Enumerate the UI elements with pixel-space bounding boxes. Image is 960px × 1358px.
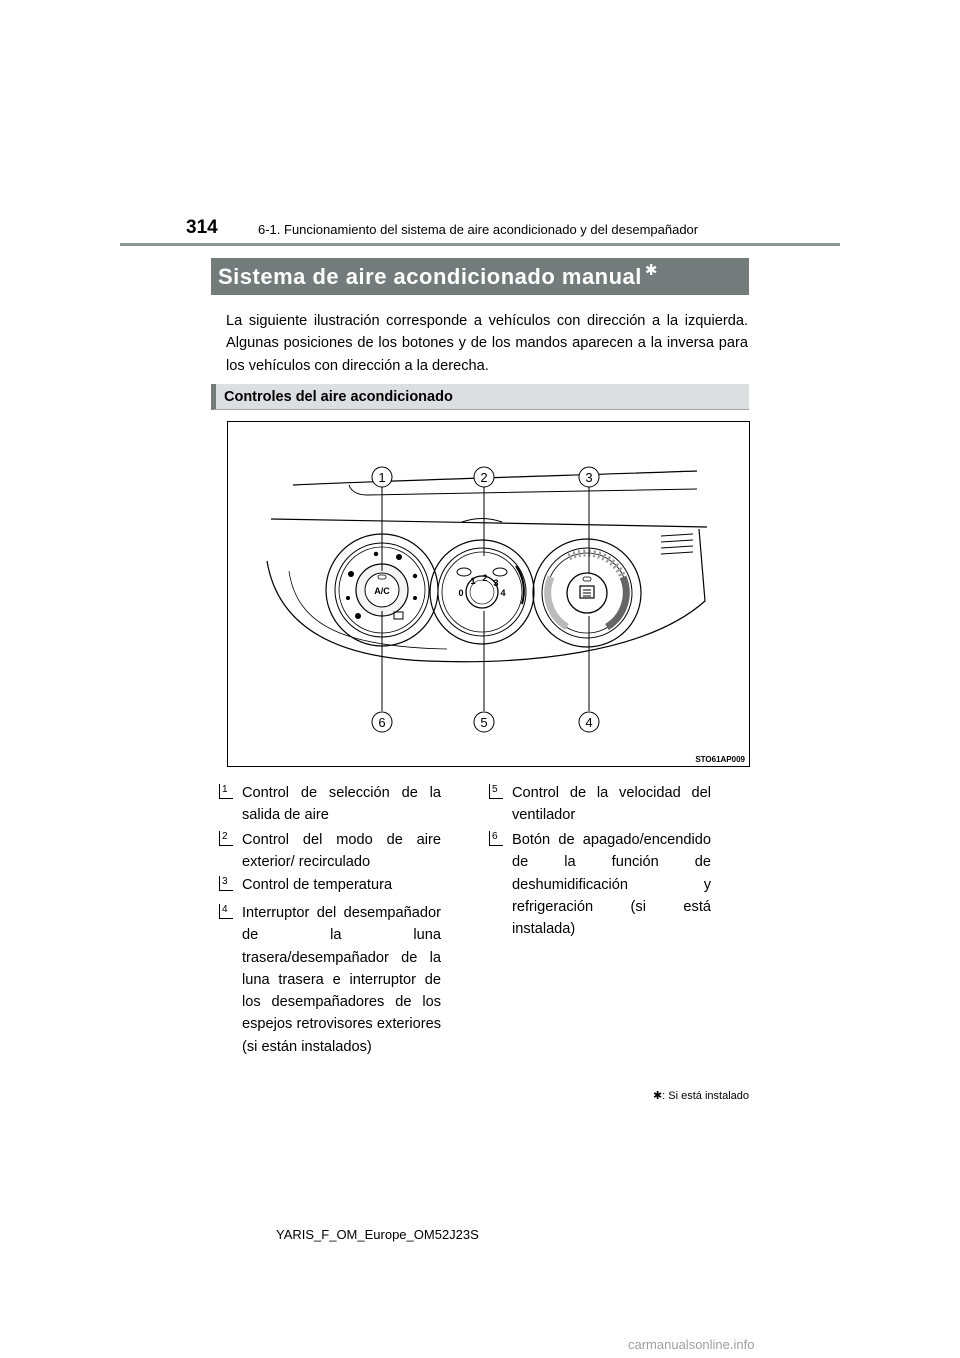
legend-number: 6 [489, 831, 503, 846]
title-text: Sistema de aire acondicionado manual [218, 263, 642, 289]
ac-button-label: A/C [374, 586, 390, 596]
svg-text:2: 2 [480, 470, 488, 485]
legend-item-4 [219, 902, 441, 1058]
legend-item-3 [219, 874, 441, 896]
header-rule [120, 243, 840, 246]
legend-text: Interruptor del desempañador de la luna trasera/desempañador de la luna trasera e interruptor de los desempañadores de los espejos retrovisores exteriores (si están instalados) [242, 905, 441, 1055]
page-number: 314 [186, 217, 218, 238]
legend-item-2 [219, 829, 441, 874]
ac-controls-illustration [227, 421, 750, 767]
legend-text: Control de la velocidad del ventilador [512, 785, 711, 824]
legend-number: 4 [219, 904, 233, 919]
legend-number: 5 [489, 784, 503, 799]
section-path: 6-1. Funcionamiento del sistema de aire acondicionado y del desempañador [258, 222, 699, 237]
svg-text:6: 6 [378, 715, 386, 730]
legend-text: Control de selección de la salida de aire [242, 785, 441, 824]
intro-paragraph: La siguiente ilustración corresponde a vehículos con dirección a la izquierda. Algunas posiciones de los botones y de los mandos aparecen a la inversa para los vehículos con dirección a la derecha. [226, 313, 748, 374]
svg-text:4: 4 [585, 715, 593, 730]
legend-item-6 [489, 829, 711, 940]
footnote [653, 1089, 749, 1102]
legend-text: Botón de apagado/encendido de la función de deshumidificación y refrigeración (si está instalada) [512, 832, 711, 938]
callout-4 [579, 712, 599, 732]
legend-text: Control de temperatura [242, 877, 393, 893]
figure-code: STO61AP009 [695, 755, 745, 764]
callout-2 [474, 467, 494, 487]
legend-item-1 [219, 782, 441, 827]
watermark-site: carmanualsonline.info [628, 1337, 755, 1352]
fan-scale-1: 1 [470, 576, 476, 586]
fan-scale-2: 2 [482, 573, 488, 583]
callout-5 [474, 712, 494, 732]
page-title [211, 258, 749, 295]
legend-number: 2 [219, 831, 233, 846]
footnote-text: : Si está instalado [662, 1090, 749, 1102]
subsection-header: Controles del aire acondicionado [211, 384, 749, 410]
callout-6 [372, 712, 392, 732]
callout-1 [372, 467, 392, 487]
callout-3 [579, 467, 599, 487]
svg-text:5: 5 [480, 715, 488, 730]
svg-text:1: 1 [378, 470, 386, 485]
fan-scale-4: 4 [500, 588, 506, 598]
fan-scale-0: 0 [458, 588, 464, 598]
svg-text:3: 3 [585, 470, 593, 485]
legend-number: 3 [219, 876, 233, 891]
legend-number: 1 [219, 784, 233, 799]
fan-scale-3: 3 [493, 578, 499, 588]
document-id: YARIS_F_OM_Europe_OM52J23S [276, 1227, 479, 1242]
legend-text: Control del modo de aire exterior/ recirculado [242, 832, 441, 871]
asterisk-icon: ✱ [652, 1090, 663, 1102]
asterisk-icon: ✱ [644, 261, 658, 279]
legend-item-5 [489, 782, 711, 827]
